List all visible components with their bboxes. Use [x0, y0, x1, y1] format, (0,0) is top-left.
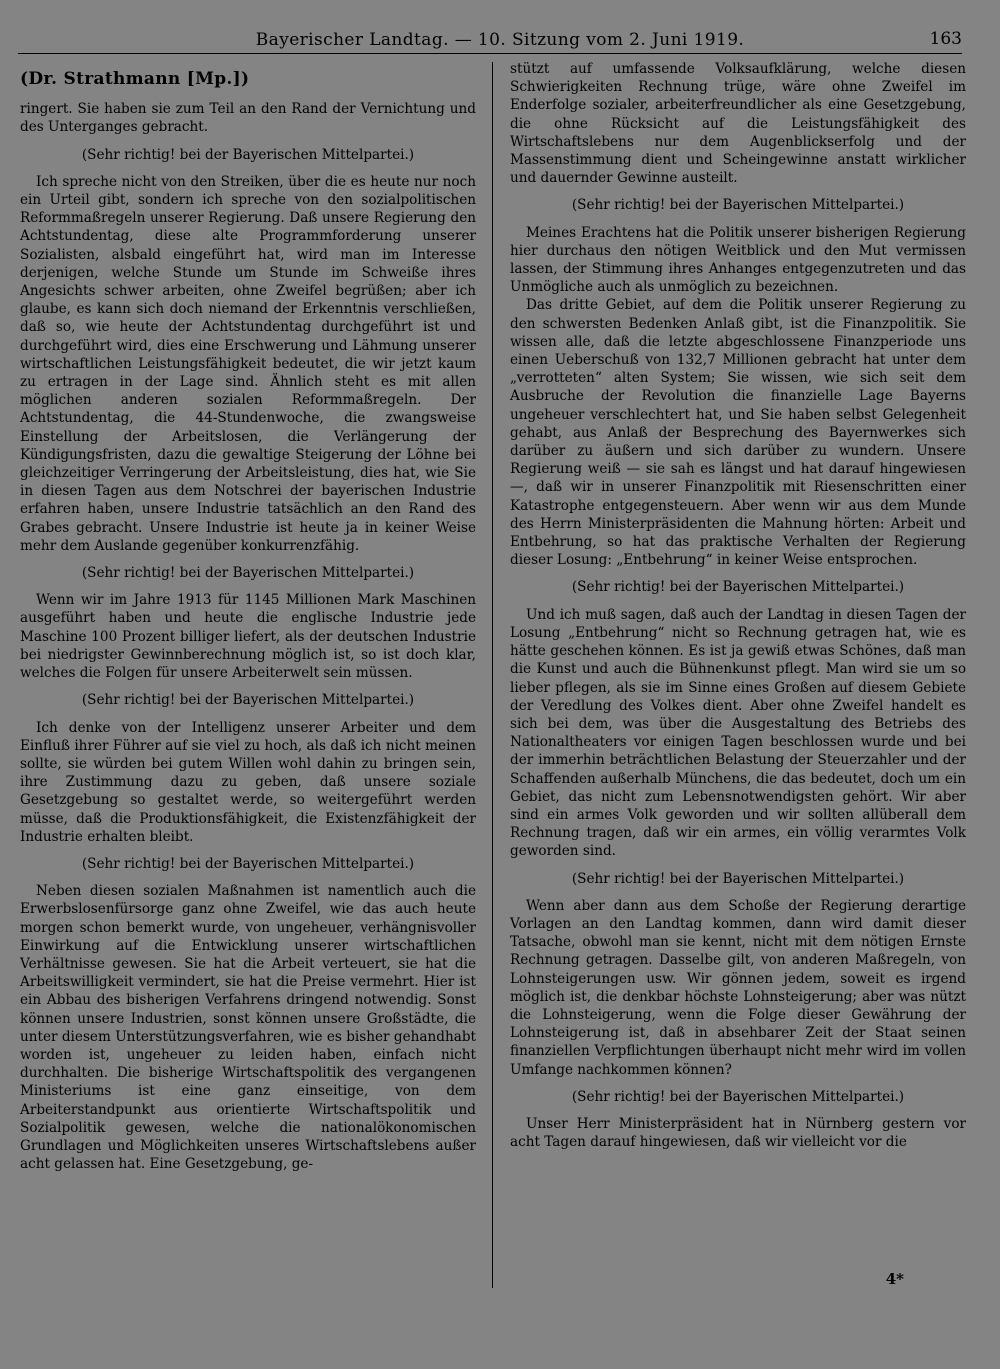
body-paragraph: Neben diesen sozialen Maßnahmen ist namentlich auch die Erwerbslosenfürsorge ganz ohne Zweifel, wie das auch heute morgen schon bemerkt wurde, von ungeheuer, verhängnisvoller Einwirkung auf die Entwicklung unserer wirtschaftlichen Verhältnisse gewesen. Sie hat die Arbeit verteuert, sie hat die Arbeitswilligkeit vermindert, sie hat die Preise vermehrt. Hier ist ein Abbau des bisherigen Verfahrens dringend notwendig. Sonst können unsere Industrien, sonst können unsere Großstädte, die unter diesem Unterstützungsverfahren, wie es bisher gehandhabt worden ist, ungeheuer zu leiden haben, einfach nicht durchhalten. Die bisherige Wirtschaftspolitik des vergangenen Ministeriums ist eine ganz einseitige, von dem Arbeiterstandpunkt aus orientierte Wirtschaftspolitik und Sozialpolitik gewesen, welche die nationalökonomischen Grundlagen und Möglichkeiten unseres Wirtschaftslebens außer acht gelassen hat. Eine Gesetzgebung, ge-	[20, 883, 476, 1173]
left-column	[20, 60, 476, 1173]
right-column	[510, 60, 966, 1151]
speaker-heading: (Dr. Strathmann [Mp.])	[20, 69, 250, 89]
page-number: 163	[929, 29, 962, 49]
interjection-note: (Sehr richtig! bei der Bayerischen Mittelpartei.)	[571, 579, 905, 596]
body-paragraph: Das dritte Gebiet, auf dem die Politik unserer Regierung zu den schwersten Bedenken Anlaß gibt, ist die Finanzpolitik. Sie wissen alle, daß die letzte abgeschlossene Finanzperiode uns einen Ueberschuß von 132,7 Millionen gebracht hat unter dem „verrotteten“ alten System; Sie wissen, wie sich seit dem Ausbruche der Revolution die finanzielle Lage Bayerns ungeheuer verschlechtert hat, und Sie haben selbst Gelegenheit gehabt, aus Anlaß der Besprechung des Bayernwerkes sich darüber zu äußern und sich darüber zu wundern. Unsere Regierung weiß — sie sah es längst und hat darauf hingewiesen —, daß wir in unserer Finanzpolitik mit Riesenschritten einer Katastrophe entgegensteuern. Aber wenn wir aus dem Munde des Herrn Ministerpräsidenten die Mahnung hörten: Arbeit und Entbehrung, so hat das praktische Verhalten der Regierung dieser Losung: „Entbehrung“ in keiner Weise entsprochen.	[510, 297, 966, 569]
body-paragraph: ringert. Sie haben sie zum Teil an den Rand der Vernichtung und des Unterganges gebracht.	[20, 101, 476, 136]
body-paragraph: Wenn aber dann aus dem Schoße der Regierung derartige Vorlagen an den Landtag kommen, dann wird damit dieser Tatsache, obwohl man sie kennt, nicht mit dem nötigen Ernste Rechnung getragen. Dasselbe gilt, von anderen Maßregeln, von Lohnsteigerungen usw. Wir gönnen jedem, soweit es irgend möglich ist, die denkbar höchste Lohnsteigerung; aber was nützt die Lohnsteigerung, wenn die Folge dieser Gewährung der Lohnsteigerung ist, daß in absehbarer Zeit der Staat seinen finanziellen Verpflichtungen überhaupt nicht mehr wird im vollen Umfange nachkommen können?	[510, 897, 966, 1078]
running-head	[0, 26, 1000, 52]
running-title: Bayerischer Landtag. — 10. Sitzung vom 2. Juni 1919.	[255, 30, 745, 50]
interjection-note: (Sehr richtig! bei der Bayerischen Mittelpartei.)	[571, 197, 905, 214]
interjection-note: (Sehr richtig! bei der Bayerischen Mittelpartei.)	[81, 692, 415, 709]
header-rule	[18, 53, 962, 54]
body-paragraph: Und ich muß sagen, daß auch der Landtag in diesen Tagen der Losung „Entbehrung“ nicht so Rechnung getragen hat, wie es hätte geschehen können. Es ist ja gewiß etwas Schönes, daß man die Kunst und auch die Bühnenkunst pflegt. Man wird sie um so lieber pflegen, als sie im Sinne eines Großen auf diesem Gebiete der Veredlung des Volkes dient. Aber ohne Zweifel handelt es sich bei dem, was über die Ausgestaltung des Betriebs des Nationaltheaters vor einigen Tagen beschlossen wurde und bei der immerhin beträchtlichen Belastung der Steuerzahler und der Schaffenden außerhalb Münchens, die das bedeutet, doch um ein Gebiet, das nicht zum Lebensnotwendigsten gehört. Wir aber sind ein armes Volk geworden und wir sollten allüberall dem Rechnung tragen, daß wir ein armes, ein völlig verarmtes Volk geworden sind.	[510, 606, 966, 860]
body-paragraph: Meines Erachtens hat die Politik unserer bisherigen Regierung hier durchaus den nötigen Weitblick und den Mut vermissen lassen, der Stimmung ihres Anhanges entgegenzutreten und das Unmögliche auch als unmöglich zu bezeichnen.	[510, 224, 966, 296]
body-paragraph: Unser Herr Ministerpräsident hat in Nürnberg gestern vor acht Tagen darauf hingewiesen, daß wir vielleicht vor die	[510, 1115, 966, 1151]
body-paragraph: Ich spreche nicht von den Streiken, über die es heute nur noch ein Urteil gibt, sondern ich spreche von den sozialpolitischen Reformmaßregeln unserer Regierung. Daß unsere Regierung den Achtstundentag, diese alte Programmforderung unserer Sozialisten, alsbald eingeführt hat, wird man im Interesse derjenigen, welche Stunde um Stunde im Schweiße ihres Angesichts schwer arbeiten, ohne Zweifel begrüßen; aber ich glaube, es kann sich doch niemand der Erkenntnis verschließen, daß so, wie heute der Achtstundentag durchgeführt ist und durchgeführt wird, dies eine Erschwerung und Lähmung unserer wirtschaftlichen Leistungsfähigkeit bedeutet, die wir jetzt kaum zu ertragen in der Lage sind. Ähnlich steht es mit allen möglichen anderen sozialen Reformmaßregeln. Der Achtstundentag, die 44-Stundenwoche, die zwangsweise Einstellung der Arbeitslosen, die Verlängerung der Kündigungsfristen, dazu die gewaltige Steigerung der Löhne bei gleichzeitiger Verringerung der Arbeitsleistung, dies hat, wie Sie in diesen Tagen aus dem Notschrei der bayerischen Industrie erfahren haben, unsere Industrie tatsächlich an den Rand des Grabes gebracht. Unsere Industrie ist heute ja in keiner Weise mehr dem Auslande gegenüber konkurrenzfähig.	[20, 173, 476, 554]
interjection-note: (Sehr richtig! bei der Bayerischen Mittelpartei.)	[81, 565, 415, 582]
interjection-note: (Sehr richtig! bei der Bayerischen Mittelpartei.)	[81, 855, 415, 872]
signature-mark: 4*	[885, 1270, 904, 1288]
body-paragraph: stützt auf umfassende Volksaufklärung, welche diesen Schwierigkeiten Rechnung trüge, wäre ohne Zweifel im Enderfolge sozialer, arbeiterfreundlicher als eine Gesetzgebung, die ohne Rücksicht auf die Leistungsfähigkeit des Wirtschaftslebens nur dem Augenblickserfolg und der Massenstimmung dient und Scheingewinne anstatt wirklicher und dauernder Gewinne austeilt.	[510, 61, 966, 187]
body-paragraph: Wenn wir im Jahre 1913 für 1145 Millionen Mark Maschinen ausgeführt haben und heute die englische Industrie jede Maschine 100 Prozent billiger liefert, als der deutschen Industrie bei niedrigster Gewinnberechnung möglich ist, so ist doch klar, welches die Folgen für unsere Arbeiterwelt sein müssen.	[20, 592, 476, 682]
interjection-note: (Sehr richtig! bei der Bayerischen Mittelpartei.)	[571, 1088, 905, 1105]
column-divider	[492, 62, 493, 1288]
interjection-note: (Sehr richtig! bei der Bayerischen Mittelpartei.)	[81, 146, 415, 163]
body-paragraph: Ich denke von der Intelligenz unserer Arbeiter und dem Einfluß ihrer Führer auf sie viel zu hoch, als daß ich nicht meinen sollte, sie würden bei gutem Willen wohl dahin zu bringen sein, ihre Zustimmung dazu zu geben, daß unsere soziale Gesetzgebung so gestaltet werde, so weitergeführt werden müsse, daß die Produktionsfähigkeit, die Existenzfähigkeit der Industrie erhalten bleibt.	[20, 719, 476, 845]
interjection-note: (Sehr richtig! bei der Bayerischen Mittelpartei.)	[571, 870, 905, 887]
